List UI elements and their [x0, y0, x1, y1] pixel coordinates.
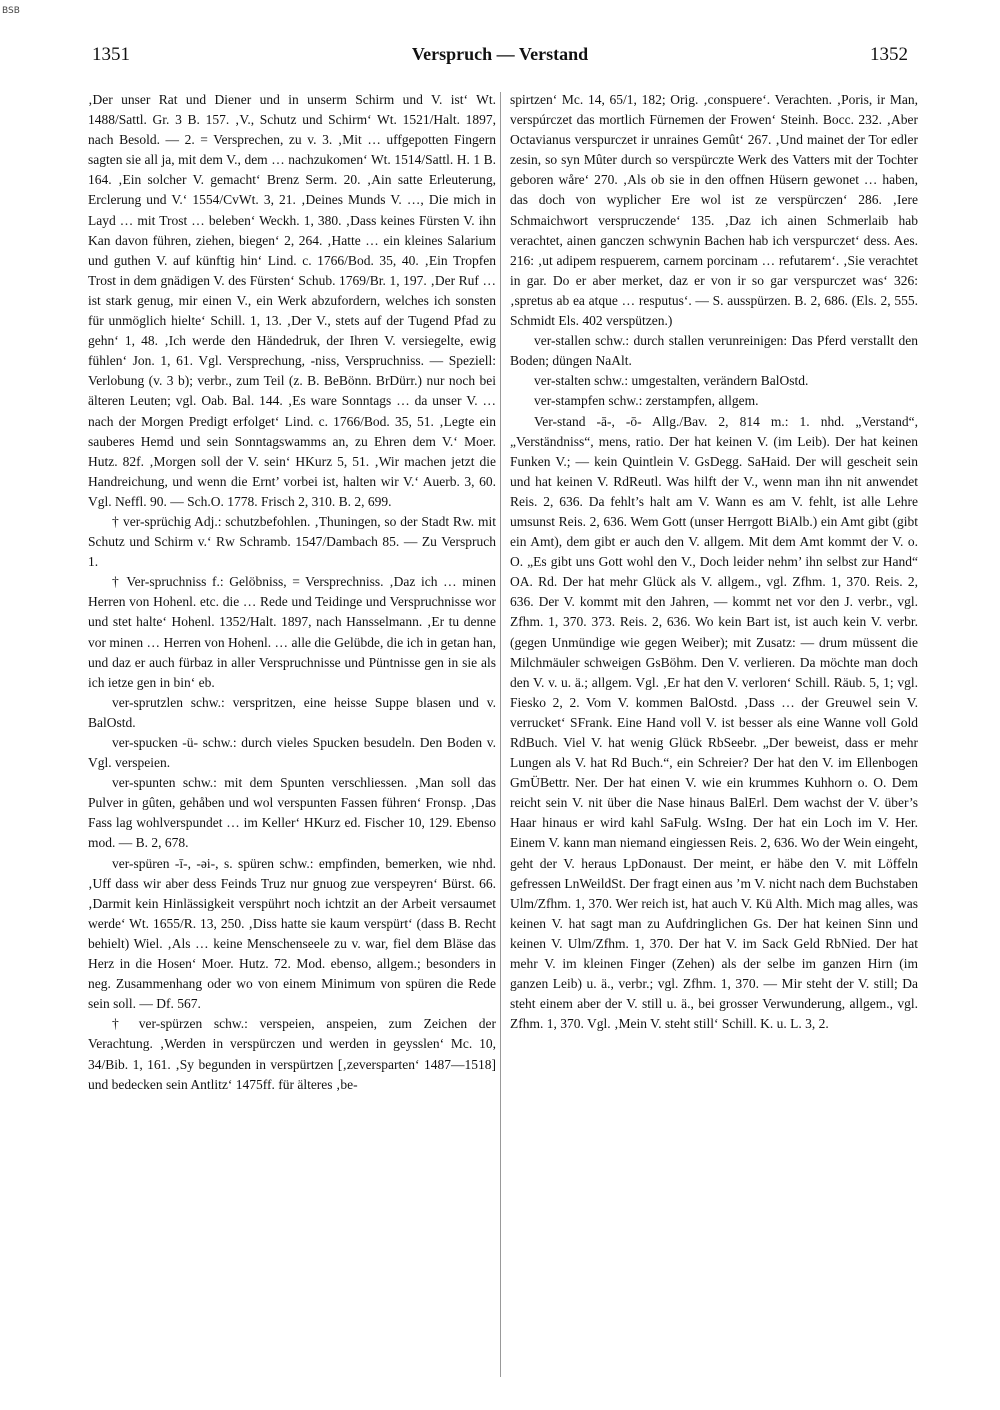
entry-paragraph: ver-spüren -ī-, -əi-, s. spüren schw.: empfinden, bemerken, wie nhd. ‚Uff dass wir aber dess Feinds Truz nur gnuog zue verspeyren‘ Bürst. 66. ‚Darmit kein Hinlässigkeit verspührt noch ichtzit an der Arbeit versaumet werde‘ Wt. 1655/R. 13, 250. ‚Diss hatte sie kaum verspürt‘ (dass B. Recht behielt) Wiel. ‚Als … keine Menschenseele zu v. war, fiel dem Bläse das Herz in die Hosen‘ Moer. Hutz. 72. Mod. ebenso, allgem.; besonders in neg. Zusammenhang oder wo von einem Minimum von spüren die Rede sein soll. — Df. 567.	[88, 855, 496, 1012]
page-header	[92, 44, 908, 72]
entry-paragraph: ver-stallen schw.: durch stallen verunreinigen: Das Pferd verstallt den Boden; düngen NaAlt.	[510, 333, 918, 369]
entry-paragraph: † Ver-spruchniss f.: Gelöbniss, = Versprechniss. ‚Daz ich … minen Herren von Hohenl. etc. die … Rede und Teidinge und Verspruchnisse wor und stet halte‘ Hohenl. 1352/Halt. 1897, nach Hansselmann. ‚Er tu denne vor minen … Herren von Hohenl. … alle die Gelübde, die ich in getan han, und daz er auch fürbaz in aller Verspruchnisse und Püntnisse gen in sie als ich ietze gen in bin‘ eb.	[88, 574, 496, 690]
left-page-number: 1351	[92, 44, 130, 65]
entry-paragraph: ver-spucken -ü- schw.: durch vieles Spucken besudeln. Den Boden v. Vgl. verspeien.	[88, 735, 496, 771]
entry-paragraph: † ver-spürzen schw.: verspeien, anspeien, zum Zeichen der Verachtung. ‚Werden in verspürczen und werden in geysslen‘ Mc. 10, 34/Bib. 1, 161. ‚Sy begunden in verspürtzen [‚zeversparten‘ 1487—1518] und bedecken sein Antlitz‘ 1475ff. für älteres ‚be-	[88, 1016, 496, 1092]
right-page-number: 1352	[870, 44, 908, 65]
entry-paragraph: ver-spunten schw.: mit dem Spunten verschliessen. ‚Man soll das Pulver in gûten, gehåben und wol verspunten Fassen führen‘ Fronsp. ‚Das Fass lag wohlverspundet … im Keller‘ HKurz ed. Fischer 10, 129. Ebenso mod. — B. 2, 678.	[88, 775, 496, 851]
entry-paragraph: Ver-stand -ā-, -ō- Allg./Bav. 2, 814 m.: 1. nhd. „Verstand“, „Verständniss“, mens, ratio. Der hat keinen V. (im Leib). Der hat keinen Funken V.; — kein Quintlein V. GsDegg. SaHaid. Der will gescheit sein und hat keinen V. RdReutl. Was hilft der V., wenn man ihn nit anwendet Reis. 2, 636. Da fehlt’s halt am V. Wann es am V. fehlt, ist alle Lehre umsunst Reis. 2, 636. Wem Gott (unser Herrgott BiAlb.) ein Amt gibt (gibt ein Amt), dem gibt er auch den V. allgem. Mit dem Amt kommt der V. o. O. „Es gibt uns Gott wohl den V., Doch leider nehm’ ihn selbst zur Hand“ OA. Rd. Der hat mehr Glück als V. allgem., vgl. Zfhm. 1, 370. Reis. 2, 636. Der V. kommt mit den Jahren, — kommt net vor den J. verbr., vgl. Zfhm. 1, 370. 373. Reis. 2, 636. Wo kein Bart ist, ist auch kein V. verbr. (gegen Unmündige wie gegen Weiber); mit Zusatz: — drum müssent die Milchmäuler schweigen GsBöhm. Den V. verlieren. Da möchte man doch den V. v. u. ä.; allgem. Vgl. ‚Er hat den V. verloren‘ Schill. Räub. 5, 1; vgl. Fiesko 2, 2. Vom V. kommen BalOstd. ‚Dass … der Greuwel sein V. verrucket‘ SFrank. Eine Hand voll V. ist besser als eine Wanne voll Gold RdBuch. Viel V. hat wenig Glück RbSeebr. „Der beweist, dass er mehr Lungen als V. hat Rd Buch.“, ein Schreier? Der hat den V. im Ellenbogen GmÜBettr. Ner. Der hat einen V. wie ein krummes Kuhhorn o. O. Dem reicht sein V. nit über die Nase hinaus BalErl. Dem wachst der V. über’s Haar hinaus er wird kahl SaFulg. WsIng. Der hat ein Loch im V. Her. Einem V. kann man niemand eingiessen Reis. 2, 636. Wo der Wein eingeht, geht der V. heraus LpDonaust. Der meint, er häbe den V. mit Löffeln gefressen LnWeildSt. Der fragt einen aus ’m V. nicht nach dem Buchstaben Ulm/Zfhm. 1, 370. Wer reich ist, hat auch V. Kü Alth. Mich mag alles, was keinen V. hat sagt man zu Aufdringlichen Gs. Der hat keinen Sinn und keinen V. Ulm/Zfhm. 1, 370. Der hat V. im Sack Geld RbNied. Der hat mehr V. im kleinen Finger (Zehen) als der selbe im ganzen Hirn (im ganzen Leib) u. ä., verbr.; vgl. Zfhm. 1, 370. — Mir steht der V. still; Da steht einem aber der V. still u. ä., bei grosser Verwunderung, allgem., vgl. Zfhm. 1, 370. Vgl. ‚Mein V. steht still‘ Schill. K. u. L. 3, 2.	[510, 413, 918, 1032]
entry-paragraph: ver-sprutzlen schw.: verspritzen, eine heisse Suppe blasen und v. BalOstd.	[88, 694, 496, 730]
left-column	[88, 90, 496, 1390]
entry-paragraph: ver-stampfen schw.: zerstampfen, allgem.	[534, 393, 759, 409]
library-stamp: BSB	[2, 6, 20, 16]
right-column	[510, 90, 918, 1390]
running-title: Verspruch — Verstand	[411, 44, 589, 64]
column-divider	[500, 92, 501, 1377]
entry-paragraph: ‚Der unser Rat und Diener und in unserm Schirm und V. ist‘ Wt. 1488/Sattl. Gr. 3 B. 157. ‚V., Schutz und Schirm‘ Wt. 1521/Halt. 1897, nach Besold. — 2. = Versprechen, zu v. 3. ‚Mit … uffgepotten Fingern sagten sie all ja, mit dem V., dem … nachzukomen‘ Wt. 1514/Sattl. H. 1 B. 164. ‚Ein solcher V. gemacht‘ Brenz Serm. 20. ‚Ain satte Erleuterung, Erclerung und V.‘ 1554/CvWt. 3, 21. ‚Deines Munds V. …, Die mich in Layd … mit Trost … beleben‘ Weckh. 1, 380. ‚Dass keines Fürsten V. ihn Kan davon führen, ziehen, biegen‘ 2, 264. ‚Hatte … ein kleines Salarium und guthen V. auf künftig hin‘ Lind. c. 1766/Bod. 35, 40. ‚Ein Tropfen Trost in dem gnädigen V. des Fürsten‘ Schub. 1769/Br. 1, 197. ‚Der Ruf … ist stark genug, mir einen V., ein Werk abzufordern, welches ich sonsten für unmöglich hielte‘ Schill. 1, 13. ‚Der V., stets auf der Tugend Pfad zu gehn‘ 1, 48. ‚Ich werde den Händedruk, der Ihren V. versiegelte, ewig fühlen‘ Jon. 1, 61. Vgl. Versprechung, -niss, Verspruchniss. — Speziell: Verlobung (v. 3 b); verbr., zum Teil (z. B. BeBönn. BrDürr.) nur noch bei älteren Leuten; vgl. Oab. Bal. 144. ‚Es ware Sonntags … da unser V. … nach der Morgen Predigt erfolget‘ Lind. c. 1766/Bod. 35, 51. ‚Legte ein sauberes Hemd und sein Sonntagswamms an, zu Ehren dem V.‘ Moer. Hutz. 82f. ‚Morgen soll der V. sein‘ HKurz 5, 51. ‚Wir machen jetzt die Handreichung, und wenn die Ernt’ vorbei ist, halten wir V.‘ Auerb. 3, 60. Vgl. Neffl. 90. — Sch.O. 1778. Frisch 2, 310. B. 2, 699.	[88, 92, 496, 509]
entry-paragraph: spirtzen‘ Mc. 14, 65/1, 182; Orig. ‚conspuere‘. Verachten. ‚Poris, ir Man, verspúrczet das mortlich Fürnemen der Frowen‘ Steinh. Bocc. 232. ‚Aber Octavianus verspurczet ir unraines Gemût‘ 267. ‚Und mainet der Tor edler zesin, so syn Mûter durch so verspürczte Werk des Vatters mit der Tochter geboren wåre‘ 270. ‚Als ob sie in den offnen Hüsern gewonet … haben, das doch von wyplicher Ere wol ist ze verspürczen‘ 286. ‚Iere Schmaichwort verspruczende‘ 135. ‚Daz ich ainen Schmerlaib hab verachtet, ainen ganczen schwynin Bachen hab ich verspurczet‘ dess. Aes. 216: ‚ut adipem respuerem, carnem porcinam … refutarem‘. ‚Sie verachtet in gar. Do er aber merket, daz er von ir so gar verspurczet was‘ 326: ‚spretus ab ea atque … resputus‘. — S. ausspürzen. B. 2, 686. (Els. 2, 555. Schmidt Els. 402 verspützen.)	[510, 92, 918, 329]
entry-paragraph: ver-stalten schw.: umgestalten, verändern BalOstd.	[534, 373, 809, 389]
entry-paragraph: † ver-sprüchig Adj.: schutzbefohlen. ‚Thuningen, so der Stadt Rw. mit Schutz und Schirm v.‘ Rw Schramb. 1547/Dambach 85. — Zu Verspruch 1.	[88, 513, 496, 570]
